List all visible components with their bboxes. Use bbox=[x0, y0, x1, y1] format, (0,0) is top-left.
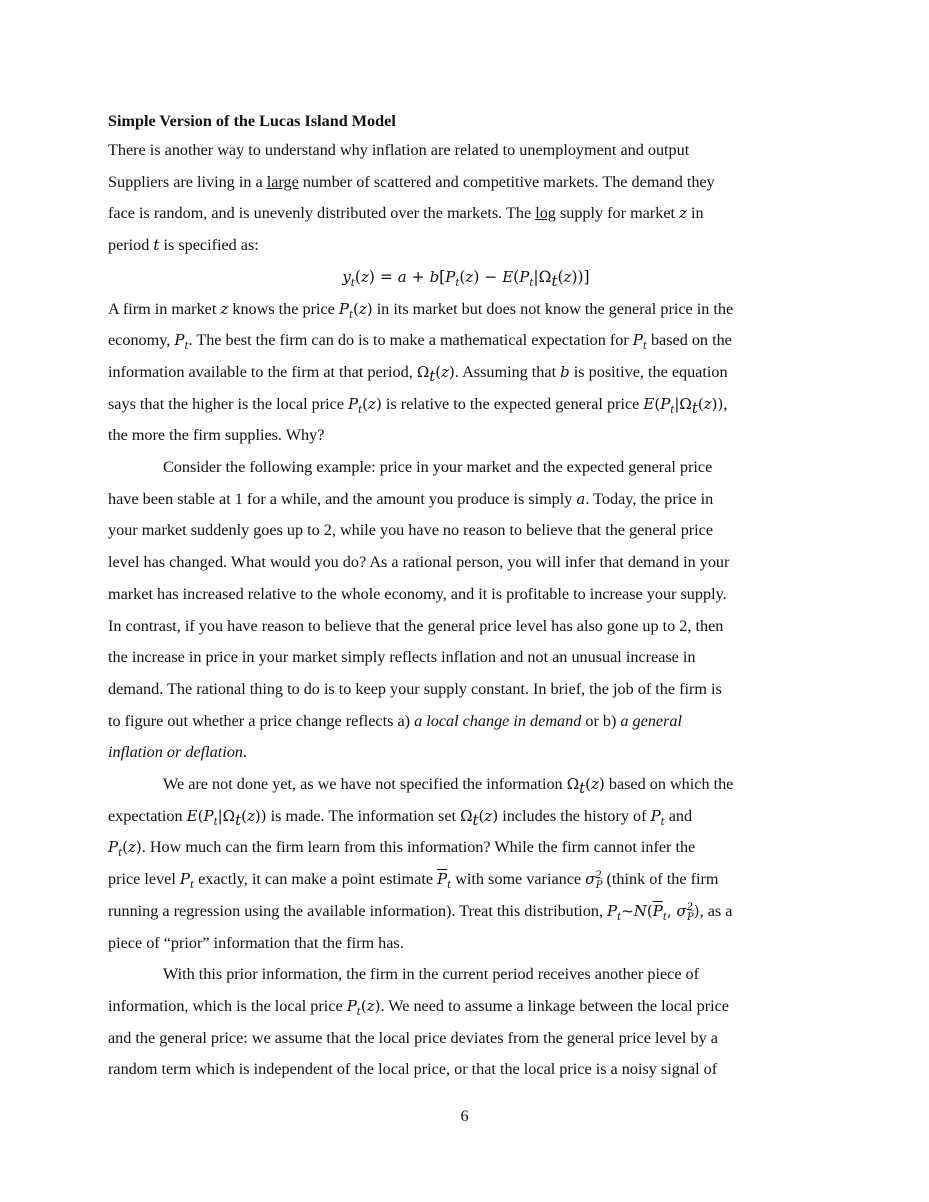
paragraph-3-line-6: In contrast, if you have reason to believe that the general price level has also gone up to 2, then bbox=[108, 616, 724, 635]
paragraph-5-line-3: and the general price: we assume that the local price deviates from the general price level by a bbox=[108, 1028, 718, 1047]
section-title: Simple Version of the Lucas Island Model bbox=[108, 112, 396, 130]
paragraph-3-line-3: your market suddenly goes up to 2, while you have no reason to believe that the general price bbox=[108, 521, 714, 540]
paragraph-4-line-6: piece of “prior” information that the firm has. bbox=[108, 933, 404, 952]
supply-equation: $y_t(z) = a + b[P_t(z) - E(P_t|\Omega_t(z))]$ bbox=[342, 267, 590, 290]
paragraph-2-line-2: economy, $P_t$. The best the firm can do is to make a mathematical expectation for $P_t$ based on the bbox=[108, 331, 732, 353]
paragraph-3-line-4: level has changed. What would you do? As a rational person, you will infer that demand in your bbox=[108, 553, 730, 572]
paragraph-1-line-3: face is random, and is unevenly distributed over the markets. The log supply for market z in bbox=[108, 204, 704, 223]
math-t: t bbox=[153, 236, 160, 255]
paragraph-5-line-1: With this prior information, the firm in the current period receives another piece of bbox=[163, 965, 700, 984]
paragraph-4-line-5: running a regression using the available information). Treat this distribution, $P_t\sim N(\overline{P}_t$, $\sigma^2_{P̅}$), as a bbox=[108, 901, 733, 923]
paragraph-2-line-1: A firm in market z knows the price $P_t(z)$ in its market but does not know the general price in the bbox=[108, 299, 734, 321]
paragraph-4-line-2: expectation $E(P_t|\Omega_t(z))$ is made. The information set $\Omega_t(z)$ includes the history of $P_t$ and bbox=[108, 806, 693, 829]
paragraph-4-line-4: price level $P_t$ exactly, it can make a point estimate $\overline{P}_t$ with some variance $\sigma^2_{P̅}$ (think of the firm bbox=[108, 870, 719, 892]
underlined-word-large: large bbox=[266, 172, 299, 191]
paragraph-3-line-2: have been stable at 1 for a while, and the amount you produce is simply a. Today, the price in bbox=[108, 489, 714, 508]
paragraph-4-line-1: We are not done yet, as we have not specified the information $\Omega_t(z)$ based on which the bbox=[163, 775, 734, 798]
paragraph-3-line-1: Consider the following example: price in your market and the expected general price bbox=[163, 458, 713, 477]
paragraph-3-line-9: to figure out whether a price change reflects a) a local change in demand or b) a general bbox=[108, 711, 682, 730]
paragraph-5-line-2: information, which is the local price $P_t(z)$. We need to assume a linkage between the local price bbox=[108, 996, 729, 1018]
underlined-word-log: log bbox=[535, 204, 556, 223]
paragraph-2-line-3: information available to the firm at that period, $\Omega_t(z)$. Assuming that b is positive, the equation bbox=[108, 362, 728, 385]
paragraph-4-line-3: $P_t(z)$. How much can the firm learn from this information? While the firm cannot infer the bbox=[108, 838, 696, 860]
page-number: 6 bbox=[460, 1107, 469, 1125]
paragraph-3-line-7: the increase in price in your market simply reflects inflation and not an unusual increase in bbox=[108, 648, 696, 667]
paragraph-3-line-10: inflation or deflation. bbox=[108, 743, 247, 762]
math-z: z bbox=[679, 204, 687, 223]
paragraph-2-line-4: says that the higher is the local price $P_t(z)$ is relative to the expected general price $E(P_t|\Omega_t(z))$, bbox=[108, 394, 728, 417]
paragraph-3-line-5: market has increased relative to the whole economy, and it is profitable to increase your supply. bbox=[108, 584, 727, 603]
paragraph-1-line-4: period t is specified as: bbox=[108, 236, 259, 255]
paragraph-1-line-2: Suppliers are living in a large number of scattered and competitive markets. The demand they bbox=[108, 172, 715, 191]
paragraph-1-line-1: There is another way to understand why inflation are related to unemployment and output bbox=[108, 141, 690, 159]
paragraph-5-line-4: random term which is independent of the local price, or that the local price is a noisy signal of bbox=[108, 1060, 718, 1079]
paragraph-3-line-8: demand. The rational thing to do is to keep your supply constant. In brief, the job of the firm is bbox=[108, 679, 722, 698]
document-page bbox=[108, 108, 824, 1086]
paragraph-2-line-5: the more the firm supplies. Why? bbox=[108, 426, 325, 445]
